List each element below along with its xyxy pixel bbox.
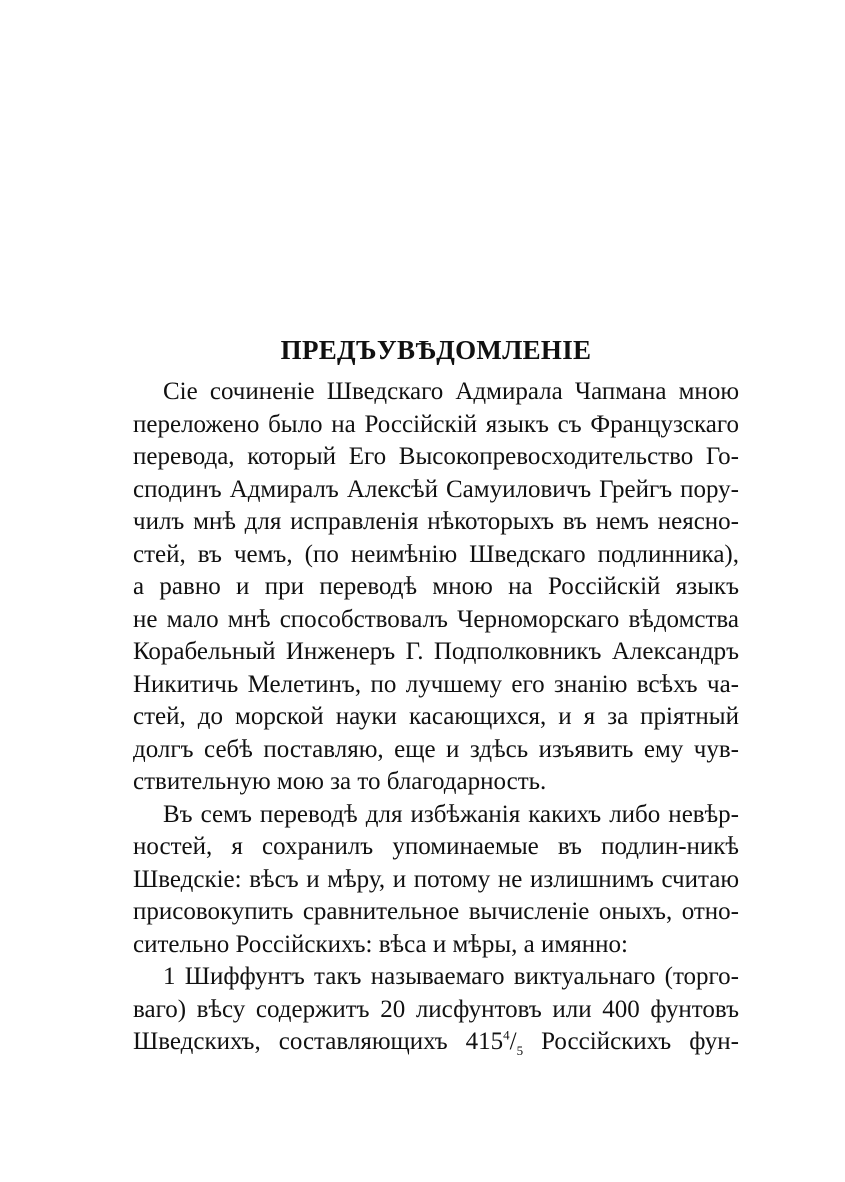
text-line: Никитичь Мелетинъ, по лучшему его знанію всѣхъ ча- (133, 670, 739, 698)
text-line: ствительную мою за то благодарность. (133, 768, 547, 795)
fraction-trail-text: Россійскихъ фун- (523, 1028, 739, 1055)
text-line: Сіе сочиненіе Шведскаго Адмирала Чапмана мною (163, 378, 739, 405)
fraction-denominator: 5 (516, 1043, 524, 1058)
text-line: перевода, который Его Высокопревосходительство Го- (133, 443, 739, 470)
paragraph-1 (133, 376, 739, 799)
text-line: стей, въ чемъ, (по неимѣнію Шведскаго подлинника), (133, 540, 739, 568)
fraction-numerator: 4 (503, 1027, 510, 1043)
text-line: переложено было на Россійскій языкъ съ Французскаго (133, 410, 739, 438)
text-line: присовокупить сравнительное вычисленіе оныхъ, отно- (133, 898, 739, 925)
text-line: не мало мнѣ способствовалъ Черноморскаго вѣдомства (133, 605, 739, 633)
text-line: 1 Шиффунтъ такъ называемаго виктуальнаго (торго- (163, 963, 739, 990)
fraction-lead-text: Шведскихъ, составляющихъ 415 (133, 1028, 504, 1055)
paragraph-2 (133, 799, 739, 962)
paragraph-3 (133, 961, 739, 1059)
text-line: ваго) вѣсу содержитъ 20 лисфунтовъ или 400 фунтовъ (133, 995, 739, 1023)
text-line: сительно Россійскихъ: вѣса и мѣры, а имянно: (133, 930, 628, 958)
page-title: ПРЕДЪУВѢДОМЛЕНІЕ (280, 335, 592, 365)
fraction (503, 1027, 524, 1058)
text-line: чилъ мнѣ для исправленія нѣкоторыхъ въ немъ неясно- (133, 508, 739, 535)
text-line: а равно и при переводѣ мною на Россійскій языкъ (133, 573, 739, 600)
text-line: долгъ себѣ поставляю, еще и здѣсь изъявить ему чув- (133, 735, 739, 763)
text-line: Шведскіе: вѣсъ и мѣру, и потому не излишнимъ считаю (133, 865, 739, 893)
fraction-slash: / (509, 1028, 517, 1055)
page-content (133, 330, 739, 1059)
text-line: Въ семъ переводѣ для избѣжанія какихъ либо невѣр- (163, 800, 739, 828)
text-line: Корабельный Инженеръ Г. Подполковникъ Александръ (133, 638, 739, 665)
text-line: сподинъ Адмиралъ Алексѣй Самуиловичъ Грейгъ пору- (133, 475, 739, 503)
text-line: ностей, я сохранилъ упоминаемые въ подлин-никѣ (133, 833, 739, 860)
text-line: стей, до морской науки касающихся, и я за пріятный (133, 703, 739, 730)
text-line-with-fraction (133, 1026, 739, 1059)
